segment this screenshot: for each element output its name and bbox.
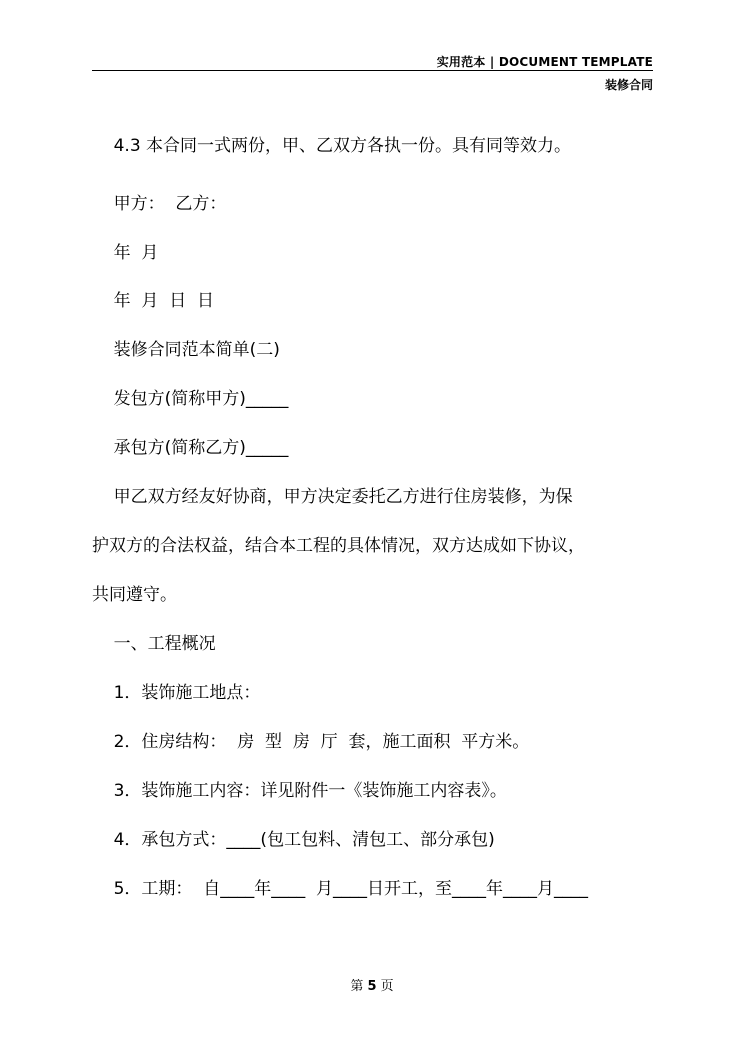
header-template-label: 实用范本 | DOCUMENT TEMPLATE xyxy=(436,55,653,69)
item-contract-method: 4．承包方式：____(包工包料、清包工、部分承包) xyxy=(92,830,495,850)
footer-suffix: 页 xyxy=(376,979,394,994)
item-construction-content: 3．装饰施工内容：详见附件一《装饰施工内容表》。 xyxy=(92,781,507,801)
header-divider xyxy=(92,70,653,71)
item-housing-structure: 2．住房结构： 房 型 房 厅 套，施工面积 平方米。 xyxy=(92,732,530,752)
paragraph-party-b: 承包方(简称乙方)_____ xyxy=(92,438,289,458)
item-schedule: 5．工期： 自____年____ 月____日开工，至____年____月____ xyxy=(92,879,589,899)
heading-project-overview: 一、工程概况 xyxy=(92,634,216,654)
page-number: 5 xyxy=(367,979,377,994)
section-title: 装修合同范本简单(二) xyxy=(92,340,280,360)
paragraph-clause-4-3: 4.3 本合同一式两份，甲、乙双方各执一份。具有同等效力。 xyxy=(92,136,572,156)
paragraph-intro-line-2: 护双方的合法权益，结合本工程的具体情况，双方达成如下协议， xyxy=(92,536,585,556)
paragraph-intro-line-3: 共同遵守。 xyxy=(92,585,177,605)
page-header xyxy=(92,50,653,94)
page-footer xyxy=(0,975,744,994)
paragraph-intro-line-1: 甲乙双方经友好协商，甲方决定委托乙方进行住房装修，为保 xyxy=(92,487,573,507)
item-construction-site: 1．装饰施工地点： xyxy=(92,683,261,703)
header-document-title: 装修合同 xyxy=(604,78,653,92)
paragraph-party-a: 发包方(简称甲方)_____ xyxy=(92,389,289,409)
paragraph-date-2: 年 月 日 日 xyxy=(92,291,215,311)
paragraph-signatories: 甲方： 乙方： xyxy=(92,194,227,214)
footer-prefix: 第 xyxy=(350,979,368,994)
paragraph-date-1: 年 月 xyxy=(92,243,159,263)
